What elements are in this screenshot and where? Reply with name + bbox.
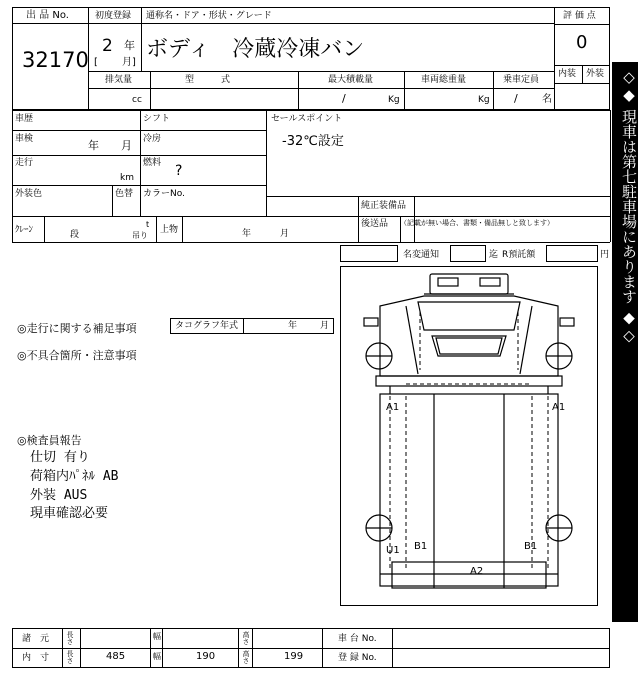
exterior-label: 外装 (586, 69, 605, 79)
crane-lift-unit: 吊り (132, 231, 148, 240)
inner-height-label: 高さ (242, 650, 250, 664)
tachograph-year-unit: 年 (288, 321, 298, 331)
capacity-label: 乗車定員 (503, 75, 540, 85)
registration-year: 2 (102, 36, 113, 56)
sales-point-label: セールスポイント (271, 114, 343, 124)
deposit-label: R預託額 (502, 250, 536, 260)
mark-b1-right: B1 (524, 541, 538, 552)
yen-unit: 円 (600, 250, 610, 260)
shift-label: シフト (143, 114, 171, 124)
inner-height-value: 199 (284, 651, 304, 662)
liftgate-year-unit: 年 (242, 229, 252, 239)
exterior-color-label: 外装色 (15, 189, 43, 199)
report-line: 荷箱内ﾊﾟﾈﾙ AB (30, 469, 119, 484)
gross-weight-label: 車両総重量 (421, 75, 467, 85)
first-registration-label: 初度登録 (95, 11, 132, 21)
color-change-label: 色替 (115, 189, 134, 199)
lot-number: 32170 (22, 48, 89, 72)
color-number-label: カラーNo. (143, 189, 185, 199)
registration-month-unit: 月] (122, 57, 136, 68)
cc-unit: cc (132, 95, 142, 105)
max-load-slash: / (342, 92, 346, 105)
location-banner-text: ◇◆ 現車は第七駐車場にあります ◆◇ (620, 68, 638, 345)
deadline-label: 迄 (489, 250, 499, 260)
inner-width-value: 190 (196, 651, 216, 662)
lot-number-label: 出 品 No. (26, 10, 69, 21)
mileage-label: 走行 (15, 158, 34, 168)
crane-step-unit: 段 (70, 230, 80, 240)
inspection-year-unit: 年 (88, 139, 99, 152)
max-load-unit: Kg (388, 95, 400, 105)
sales-point-value: -32℃設定 (282, 134, 344, 149)
capacity-unit: 名 (542, 94, 552, 105)
inner-length-value: 485 (106, 651, 126, 662)
vehicle-name-label: 通称名・ドア・形状・グレード (146, 11, 272, 21)
gross-weight-unit: Kg (478, 95, 490, 105)
liftgate-label: 上物 (160, 225, 179, 235)
registration-number-label: 登 録 No. (338, 653, 377, 663)
crane-ton-unit: t (146, 220, 150, 229)
report-line: 外装 AUS (30, 488, 88, 503)
deposit-box (546, 245, 598, 262)
inspector-report-heading: ◎検査員報告 (17, 434, 82, 447)
vehicle-name: ボディ 冷蔵冷凍バン (146, 37, 365, 62)
registration-month-open: [ (94, 57, 98, 68)
mark-a2: A2 (470, 566, 484, 577)
registration-year-unit: 年 (124, 39, 135, 52)
max-load-label: 最大積載量 (328, 75, 374, 85)
mark-b1-left: B1 (414, 541, 428, 552)
mark-a1-left: A1 (386, 402, 400, 413)
defects-heading: ◎不具合箇所・注意事項 (17, 349, 137, 362)
later-send-label: 後送品 (361, 219, 389, 229)
report-line: 仕切 有り (30, 450, 90, 465)
km-unit: km (120, 173, 134, 183)
mark-u1: U1 (386, 545, 400, 556)
liftgate-month-unit: 月 (280, 229, 290, 239)
fuel-value: ? (175, 163, 183, 179)
chassis-number-label: 車 台 No. (338, 634, 377, 644)
specs-label: 諸 元 (22, 634, 50, 644)
crane-label: ｸﾚｰﾝ (15, 225, 34, 235)
tachograph-label: タコグラフ年式 (175, 321, 239, 331)
rating-label: 評 価 点 (563, 11, 596, 21)
location-banner (612, 62, 638, 622)
rating-value: 0 (576, 32, 588, 53)
inner-dimensions-label: 内 寸 (22, 653, 50, 663)
later-send-note: （記載が無い場合、書類・備品無しと致します） (400, 219, 554, 227)
history-label: 車歴 (15, 114, 34, 124)
name-change-label: 名変通知 (403, 250, 440, 260)
report-line: 現車確認必要 (30, 506, 109, 521)
inner-width-label: 幅 (153, 652, 161, 661)
model-type-label: 型 式 (185, 75, 231, 85)
genuine-equipment-label: 純正装備品 (361, 201, 407, 211)
driving-notes-heading: ◎走行に関する補足事項 (17, 322, 137, 335)
interior-label: 内装 (558, 69, 577, 79)
specs-height-label: 高さ (242, 631, 250, 645)
fuel-label: 燃料 (143, 158, 162, 168)
deadline-box (450, 245, 486, 262)
specs-length-label: 長さ (66, 631, 74, 645)
capacity-slash: / (514, 92, 518, 105)
inspection-label: 車検 (15, 134, 34, 144)
inspection-month-unit: 月 (121, 139, 132, 152)
name-change-box (340, 245, 398, 262)
mark-a1-right: A1 (552, 402, 566, 413)
ac-label: 冷房 (143, 134, 162, 144)
displacement-label: 排気量 (105, 75, 133, 85)
inner-length-label: 長さ (66, 650, 74, 664)
truck-diagram (340, 266, 598, 606)
tachograph-month-unit: 月 (320, 321, 330, 331)
specs-width-label: 幅 (153, 632, 161, 641)
